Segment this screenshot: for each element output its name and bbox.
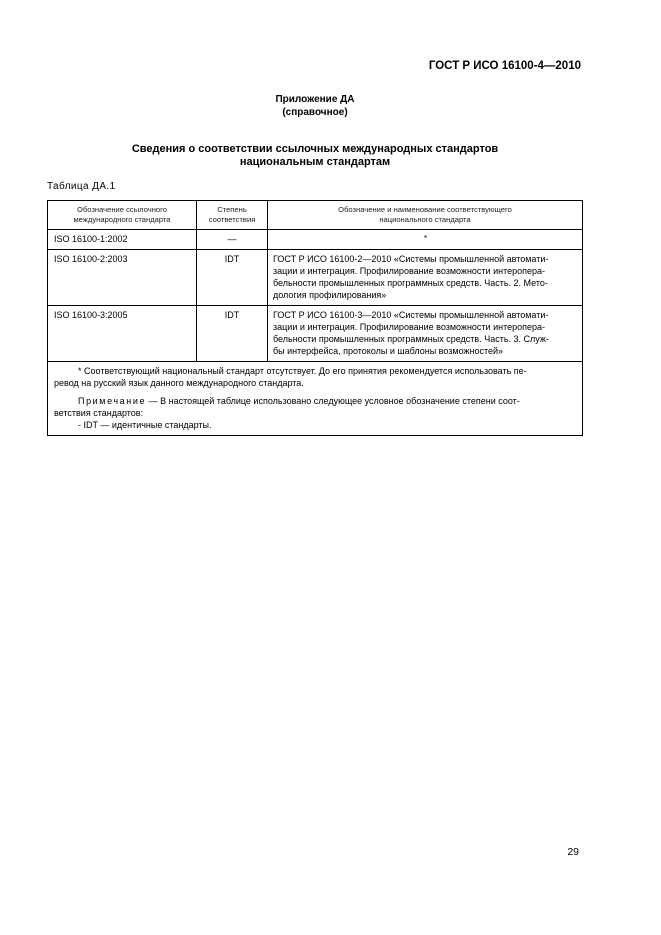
header-col1-line1: Обозначение ссылочного [77, 205, 167, 214]
national-line: бы интерфейса, протоколы и шаблоны возможностей» [273, 346, 504, 356]
national-line: зации и интеграция. Профилирование возможности интеропера- [273, 322, 546, 332]
note-line3: - IDT — идентичные стандарты. [78, 420, 212, 430]
national-line: * [423, 234, 428, 243]
header-reference-standard [48, 201, 197, 230]
header-degree [197, 201, 268, 230]
national-standard-cell [268, 230, 583, 250]
section-heading [0, 143, 630, 169]
note-line1: — В настоящей таблице использовано следующее условное обозначение степени соот- [146, 396, 520, 406]
note-label: Примечание [78, 396, 147, 406]
header-col3-line1: Обозначение и наименование соответствующего [338, 205, 512, 214]
ref-standard-cell: ISO 16100-3:2005 [48, 306, 197, 362]
national-line: ГОСТ Р ИСО 16100-2—2010 «Системы промышленной автомати- [273, 254, 549, 264]
national-line: дология профилирования» [273, 290, 387, 300]
national-line: бельности промышленных программных средств. Часть. 2. Мето- [273, 278, 548, 288]
section-heading-line2: национальным стандартам [239, 156, 391, 168]
footnote [54, 365, 577, 377]
degree-cell: IDT [197, 250, 268, 306]
header-col1-line2: международного стандарта [73, 215, 171, 224]
national-line: зации и интеграция. Профилирование возможности интеропера- [273, 266, 546, 276]
table-row [48, 250, 583, 306]
national-standard-cell [268, 250, 583, 306]
table-notes [48, 362, 583, 436]
annex-subtitle: (справочное) [282, 107, 348, 118]
table-label: Таблица ДА.1 [47, 181, 116, 192]
note [54, 395, 577, 407]
header-col2-line1: Степень [217, 205, 247, 214]
table-header-row [48, 201, 583, 230]
header-national-standard [268, 201, 583, 230]
ref-standard-cell: ISO 16100-2:2003 [48, 250, 197, 306]
section-heading-line1: Сведения о соответствии ссылочных международных стандартов [131, 143, 499, 155]
footnote-line2: ревод на русский язык данного международного стандарта. [54, 378, 304, 388]
national-line: бельности промышленных программных средств. Часть. 3. Служ- [273, 334, 549, 344]
annex-heading [0, 93, 630, 119]
national-standard-cell [268, 306, 583, 362]
annex-title: Приложение ДА [275, 94, 355, 105]
header-col2-line2: соответствия [208, 215, 256, 224]
header-col3-line2: национального стандарта [379, 215, 471, 224]
table-row [48, 306, 583, 362]
national-line: ГОСТ Р ИСО 16100-3—2010 «Системы промышленной автомати- [273, 310, 549, 320]
footnote-line1: * Соответствующий национальный стандарт отсутствует. До его принятия рекомендуется использовать пе- [78, 366, 527, 376]
correspondence-table [47, 200, 583, 436]
degree-cell: — [197, 230, 268, 250]
degree-cell: IDT [197, 306, 268, 362]
note-line2: ветствия стандартов: [54, 408, 144, 418]
document-code: ГОСТ Р ИСО 16100-4—2010 [428, 60, 581, 72]
page-number: 29 [567, 846, 579, 858]
table-row [48, 230, 583, 250]
ref-standard-cell: ISO 16100-1:2002 [48, 230, 197, 250]
table-notes-row [48, 362, 583, 436]
